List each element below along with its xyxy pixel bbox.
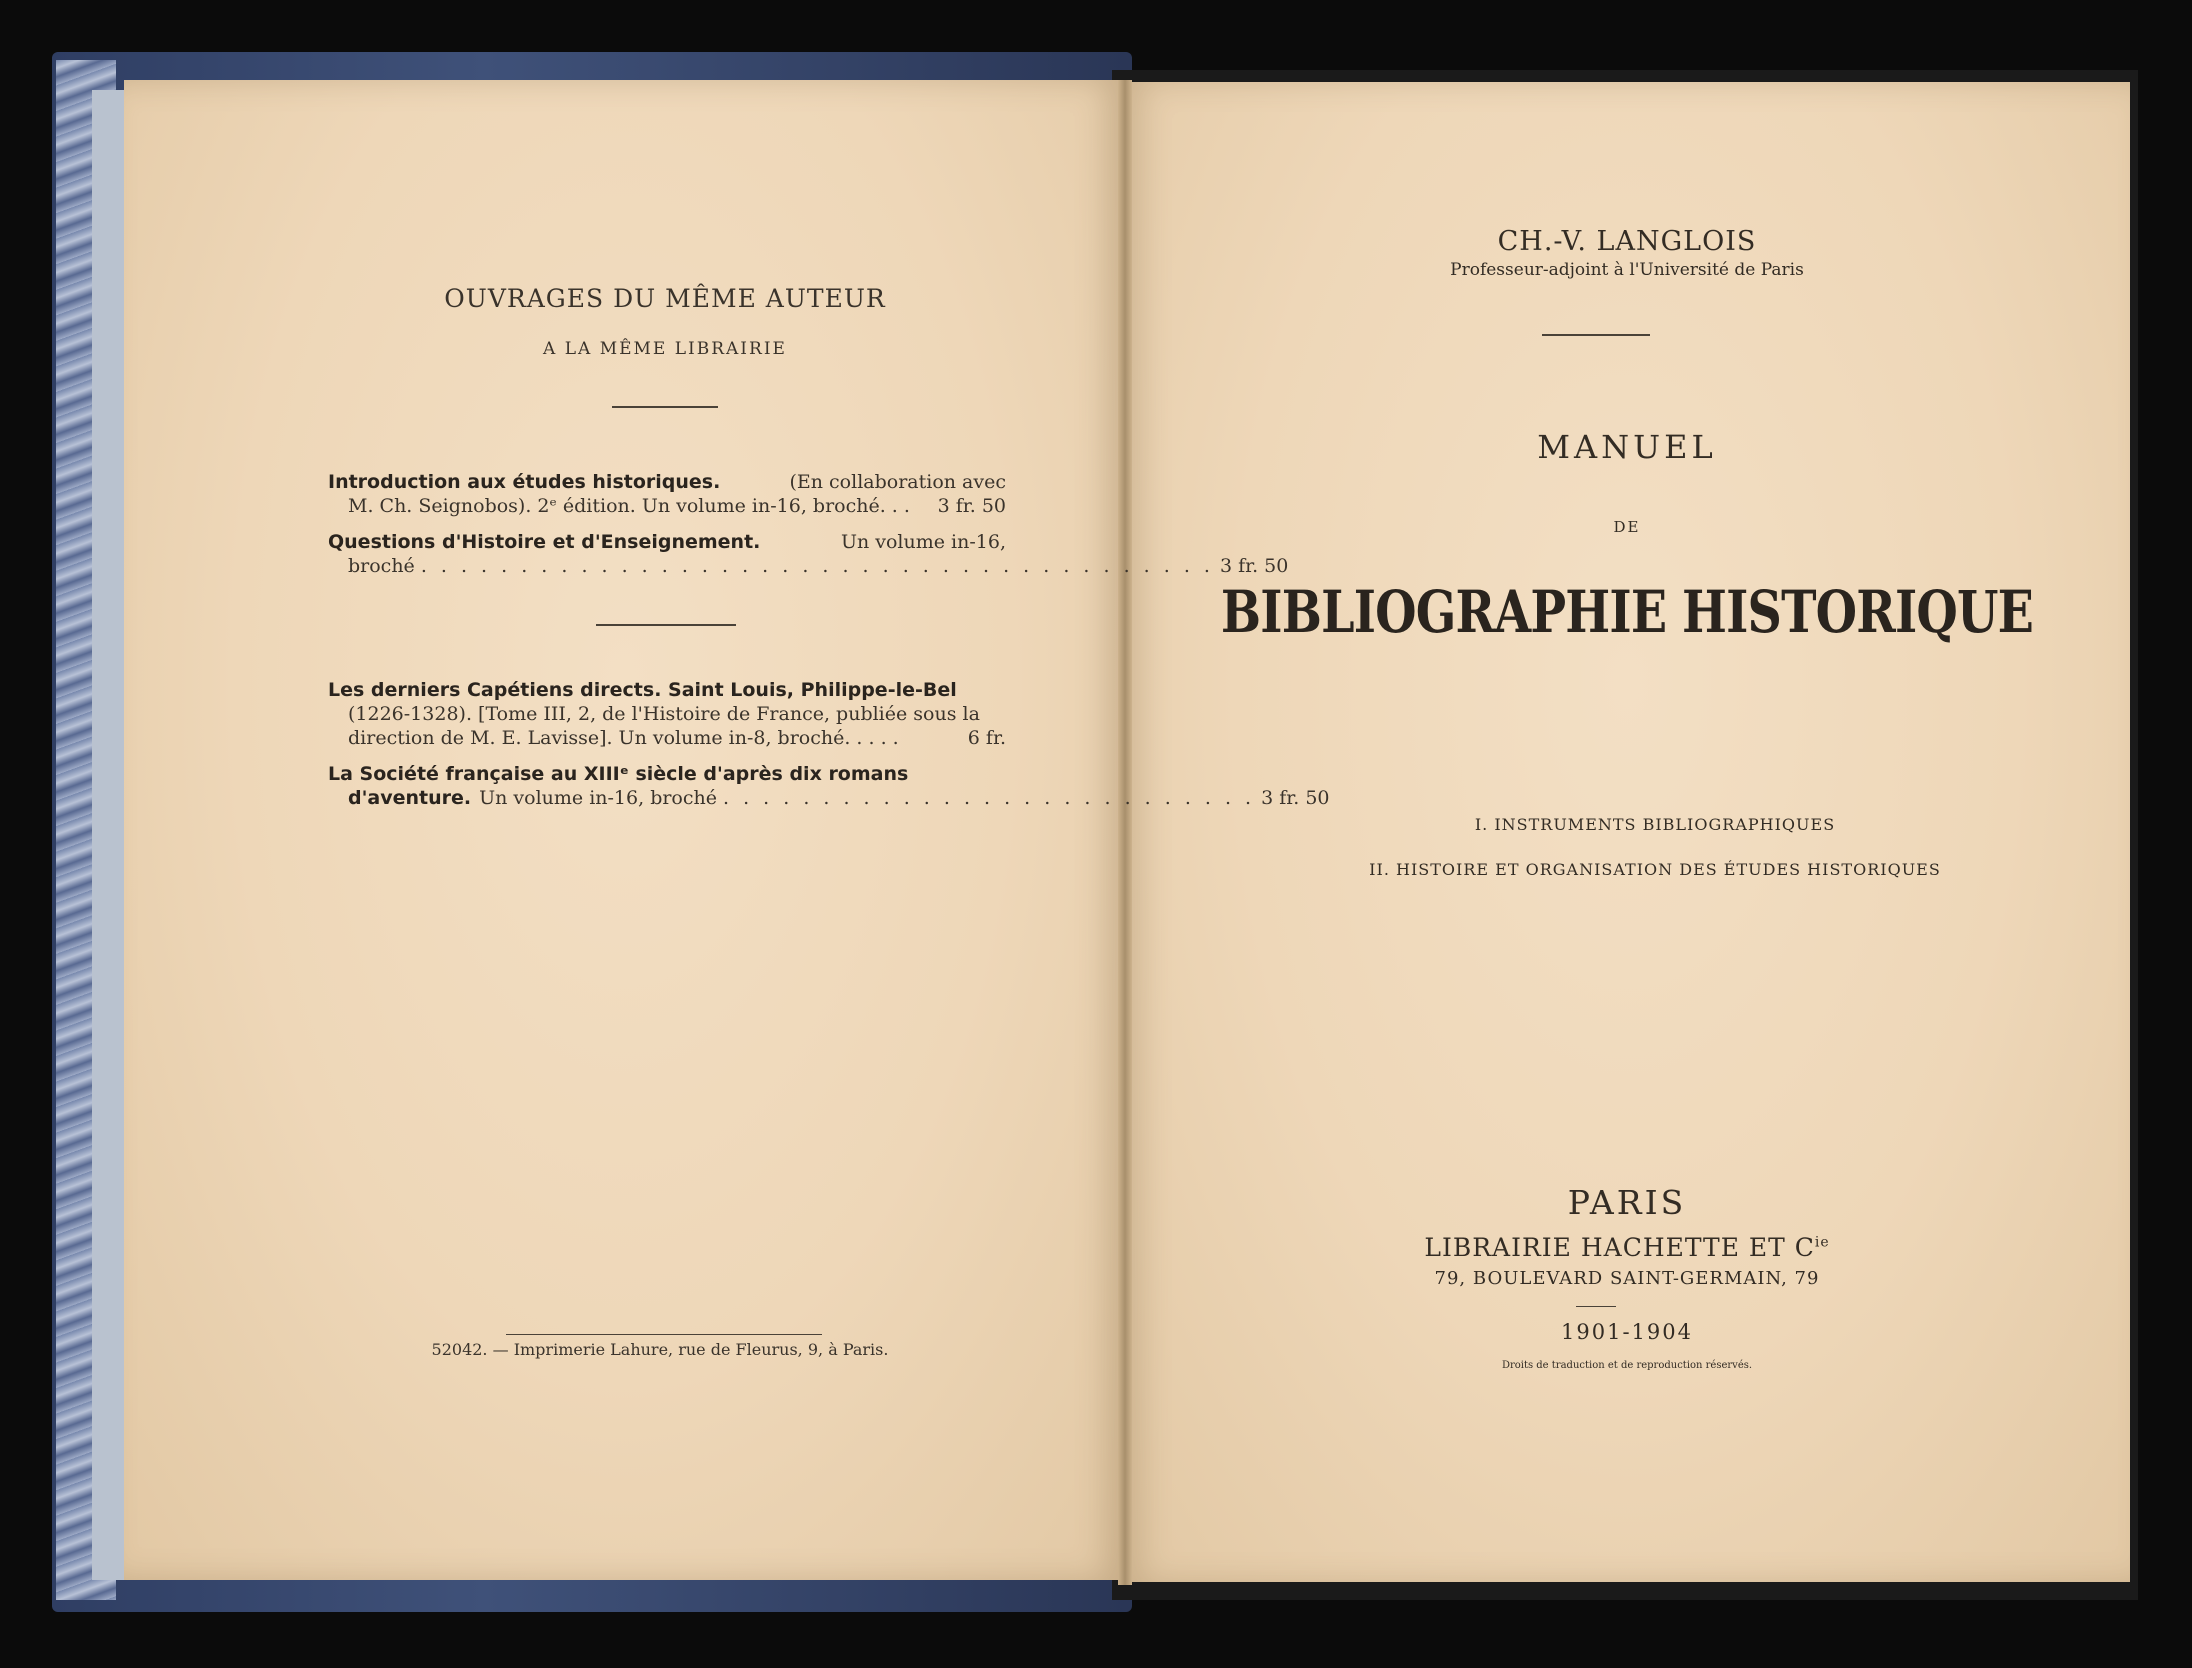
title-main: BIBLIOGRAPHIE HISTORIQUE [1220,578,2034,646]
work-entry [328,470,1006,518]
rights-notice: Droits de traduction et de reproduction réservés. [1501,1360,1753,1371]
publisher-name-text: LIBRAIRIE HACHETTE ET C [1424,1233,1815,1262]
work-price: 3 fr. 50 [1219,555,1289,577]
publisher-address: 79, BOULEVARD SAINT-GERMAIN, 79 [1434,1268,1820,1289]
work-details: M. Ch. Seignobos). 2ᵉ édition. Un volume in-16, broché. . . [348,495,910,517]
printer-imprint: 52042. — Imprimerie Lahure, rue de Fleurus, 9, à Paris. [431,1340,889,1359]
work-details: direction de M. E. Lavisse]. Un volume in-8, broché. . . . . [348,727,899,749]
work-title: Questions d'Histoire et d'Enseignement. [328,531,761,553]
work-price: 6 fr. [967,727,1006,749]
work-entry [328,678,1006,750]
work-title: d'aventure. [348,787,472,809]
publisher-name-sup: ie [1814,1234,1830,1251]
work-entry: La Société française au XIIIᵉ siècle d'après dix romans d'aventure. Un volume in-16, broché . . . . . . . . . . . . . . . . . . . . . . . . . . . 3 fr. 50 [328,763,1330,809]
divider [612,406,718,408]
work-title: Introduction aux études historiques. [328,471,721,493]
printer-rule [506,1334,822,1335]
part-two: II. HISTOIRE ET ORGANISATION DES ÉTUDES HISTORIQUES [1369,860,1941,879]
work-details: Un volume in-16, broché [479,787,717,809]
work-price: 3 fr. 50 [937,495,1006,517]
part-one: I. INSTRUMENTS BIBLIOGRAPHIQUES [1474,815,1836,834]
work-title: Les derniers Capétiens directs. Saint Louis, Philippe-le-Bel [328,679,957,701]
divider [1542,334,1650,336]
work-title: La Société française au XIIIᵉ siècle d'après dix romans [328,763,909,785]
works-subheading: A LA MÊME LIBRAIRIE [543,339,787,359]
author-title: Professeur-adjoint à l'Université de Paris [1450,260,1804,280]
works-heading: OUVRAGES DU MÊME AUTEUR [444,284,886,313]
work-note: Un volume in-16, [840,531,1006,553]
divider [1576,1306,1616,1307]
work-details: (1226-1328). [Tome III, 2, de l'Histoire de France, publiée sous la [348,703,980,725]
publication-dates: 1901-1904 [1561,1320,1693,1344]
work-entry: Questions d'Histoire et d'Enseignement. Un volume in-16, broché . . . . . . . . . . . . . . . . . . . . . . . . . . . . . . . . . . . . . . . . 3 fr. 50 [328,531,1289,577]
divider [596,624,736,626]
work-note: (En collaboration avec [789,471,1006,493]
work-price: 3 fr. 50 [1261,787,1330,809]
author-name: CH.-V. LANGLOIS [1497,226,1757,257]
title-de: DE [1613,518,1641,536]
work-details: broché [348,555,415,577]
title-manuel: MANUEL [1537,428,1717,466]
publisher-name [1124,1233,2130,1262]
publisher-city: PARIS [1567,1183,1687,1222]
